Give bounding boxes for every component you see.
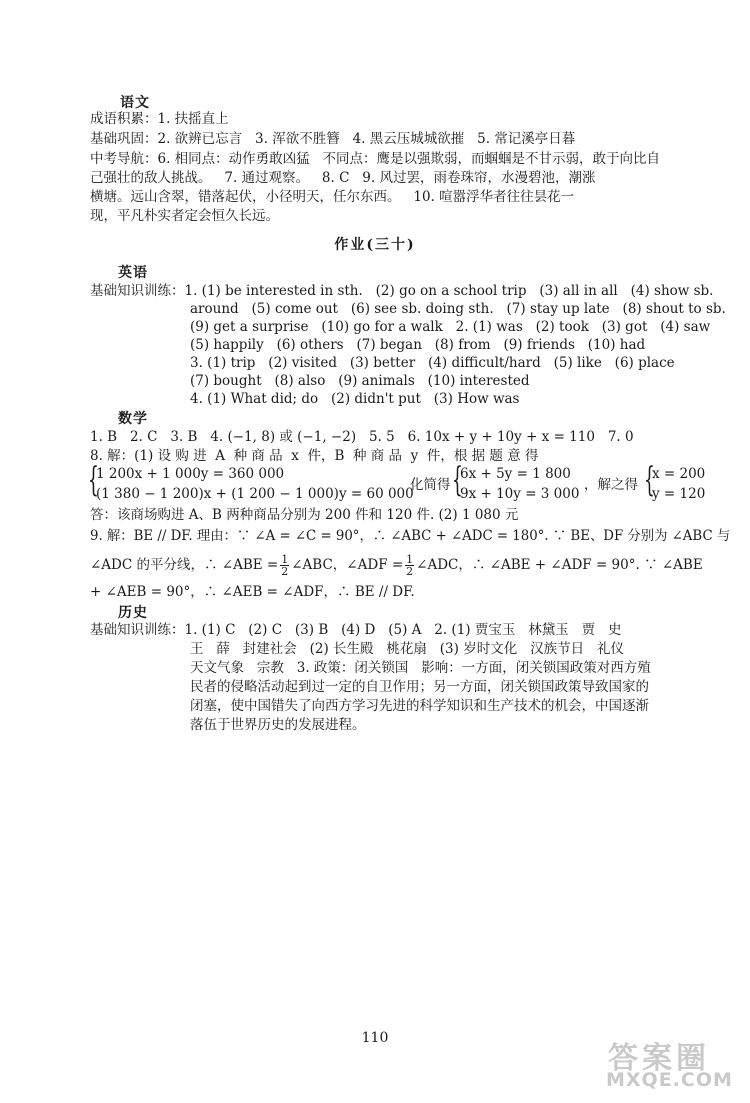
- fraction-denominator: 2: [406, 565, 414, 578]
- simplify-text: 化简得: [410, 477, 451, 493]
- watermark-text: 答案圈: [608, 1041, 710, 1076]
- answer-line: 横塘。远山含翠，错落起伏，小径明天，任尔东西。 10. 喧嚣浮华者往往昙花一: [90, 189, 575, 205]
- answer-line: 答：该商场购进 A、B 两种商品分别为 200 件和 120 件. (2) 1 080 元: [90, 507, 519, 523]
- fraction-denominator: 2: [281, 565, 289, 578]
- solve-text: ，解之得: [584, 477, 638, 493]
- section-heading-chinese: 语文: [120, 95, 150, 111]
- text-run: ∠ADC 的平分线，∴ ∠ABE =: [90, 557, 279, 573]
- equation-brace: {: [88, 460, 99, 500]
- equation-line: (1 380 − 1 200)x + (1 200 − 1 000)y = 60 000: [96, 486, 414, 502]
- homework-title: 作业(三十): [334, 237, 416, 253]
- watermark-logo: [598, 1033, 738, 1093]
- equation-line: 6x + 5y = 1 800: [460, 466, 571, 482]
- answer-line: 中考导航：6. 相同点：动作勇敢凶猛 不同点：鹰是以强欺弱，而蝈蝈是不甘示弱，敢于向比自: [90, 151, 661, 167]
- section-heading-math: 数学: [118, 411, 148, 427]
- answer-line: 4. (1) What did; do (2) didn't put (3) How was: [190, 391, 520, 407]
- answer-line: 己强壮的敌人挑战。 7. 通过观察。 8. C 9. 风过罢，雨卷珠帘，水漫碧池，潮涨: [90, 170, 596, 186]
- equation-line: 1 200x + 1 000y = 360 000: [96, 466, 285, 482]
- answer-line: 现，平凡朴实者定会恒久长远。: [90, 208, 279, 224]
- equation-brace: {: [452, 460, 463, 500]
- answer-line: + ∠AEB = 90°，∴ ∠AEB = ∠ADF，∴ BE // DF.: [90, 584, 415, 600]
- answer-line: 基础知识训练：1. (1) be interested in sth. (2) go on a school trip (3) all in all (4) show sb.: [90, 283, 714, 299]
- answer-line: 王 薛 封建社会 (2) 长生殿 桃花扇 (3) 岁时文化 汉族节日 礼仪: [190, 641, 624, 657]
- answer-line: 基础知识训练：1. (1) C (2) C (3) B (4) D (5) A 2. (1) 贾宝玉 林黛玉 贾 史: [90, 622, 622, 638]
- answer-line: around (5) come out (6) see sb. doing sth. (7) stay up late (8) shout to sb.: [190, 301, 726, 317]
- answer-line: 成语积累：1. 扶摇直上: [90, 111, 229, 127]
- answer-line: 民者的侵略活动起到过一定的自卫作用；另一方面，闭关锁国政策导致国家的: [190, 679, 649, 695]
- text-run: ∠ABC，∠ADF =: [291, 557, 404, 573]
- answer-line: 8. 解：(1) 设 购 进 A 种 商 品 x 件，B 种 商 品 y 件，根 据 题 意 得: [90, 448, 539, 464]
- section-heading-english: 英语: [118, 265, 148, 281]
- equation-line: x = 200: [652, 466, 706, 482]
- answer-line: (9) get a surprise (10) go for a walk 2. (1) was (2) took (3) got (4) saw: [190, 319, 711, 335]
- answer-line-with-fractions: [90, 552, 703, 578]
- answer-line: 3. (1) trip (2) visited (3) better (4) difficult/hard (5) like (6) place: [190, 355, 675, 371]
- answer-line: (7) bought (8) also (9) animals (10) interested: [190, 373, 530, 389]
- equation-line: 9x + 10y = 3 000: [460, 486, 580, 502]
- answer-line: 落伍于世界历史的发展进程。: [190, 717, 366, 733]
- watermark-url: MXQE.COM: [606, 1069, 733, 1091]
- answer-line: (5) happily (6) others (7) began (8) from (9) friends (10) had: [190, 337, 646, 353]
- fraction-one-half: [280, 554, 289, 577]
- answer-line: 9. 解：BE // DF. 理由：∵ ∠A = ∠C = 90°，∴ ∠ABC + ∠ADC = 180°. ∵ BE、DF 分别为 ∠ABC 与: [90, 528, 731, 544]
- answer-line: 基础巩固：2. 欲辨已忘言 3. 浑欲不胜簪 4. 黑云压城城欲摧 5. 常记溪亭日暮: [90, 131, 576, 147]
- fraction-numerator: 1: [406, 553, 414, 566]
- fraction-one-half: [405, 554, 414, 577]
- text-run: ∠ADC，∴ ∠ABE + ∠ADF = 90°. ∵ ∠ABE: [416, 557, 703, 573]
- answer-line: 天文气象 宗教 3. 政策：闭关锁国 影响：一方面，闭关锁国政策对西方殖: [190, 660, 651, 676]
- page-number: 110: [361, 1030, 389, 1046]
- answer-line: 闭塞，使中国错失了向西方学习先进的科学知识和生产技术的机会，中国逐渐: [190, 698, 649, 714]
- equation-brace: {: [644, 460, 655, 500]
- fraction-numerator: 1: [281, 553, 289, 566]
- answer-line: 1. B 2. C 3. B 4. (−1, 8) 或 (−1, −2) 5. 5 6. 10x + y + 10y + x = 110 7. 0: [90, 429, 634, 445]
- section-heading-history: 历史: [118, 605, 148, 621]
- equation-line: y = 120: [652, 486, 706, 502]
